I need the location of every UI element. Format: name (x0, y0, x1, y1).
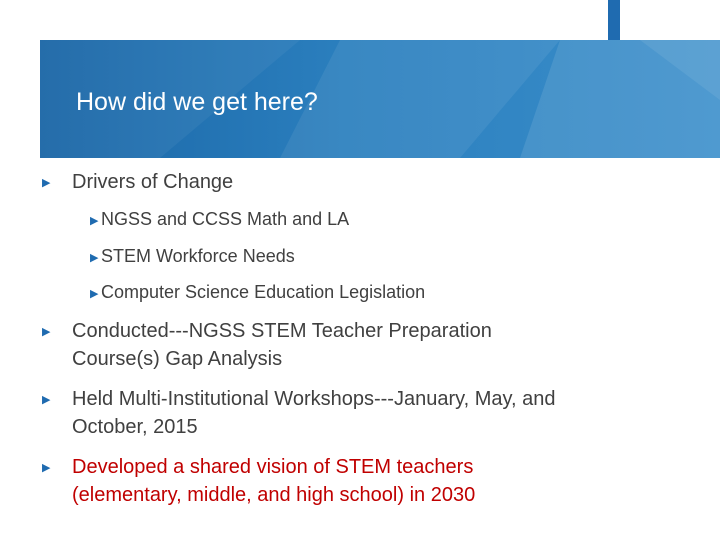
sub-bullet-text: NGSS and CCSS Math and LA (101, 209, 350, 229)
sub-bullet-text: Computer Science Education Legislation (101, 282, 426, 302)
bullet-text-line1: Conducted---NGSS STEM Teacher Preparation (72, 320, 492, 342)
triangle-bullet-icon: ▶ (42, 394, 51, 406)
bullet-text-line2: October, 2015 (72, 416, 198, 438)
bullet-text-line1: Held Multi-Institutional Workshops---January, May, and (72, 388, 556, 410)
slide-title: How did we get here? (76, 88, 318, 116)
triangle-bullet-icon: ▶ (90, 288, 99, 300)
bullet-text-line2: (elementary, middle, and high school) in 2030 (72, 484, 476, 506)
triangle-bullet-icon: ▶ (42, 177, 51, 189)
triangle-bullet-icon: ▶ (42, 462, 51, 474)
triangle-bullet-icon: ▶ (90, 252, 99, 264)
triangle-bullet-icon: ▶ (90, 215, 99, 227)
bullet-text-line1: Developed a shared vision of STEM teachers (72, 456, 474, 478)
triangle-bullet-icon: ▶ (42, 326, 51, 338)
bullet-text-line2: Course(s) Gap Analysis (72, 348, 283, 370)
bullet-text: Drivers of Change (72, 171, 234, 193)
sub-bullet-text: STEM Workforce Needs (101, 246, 295, 266)
